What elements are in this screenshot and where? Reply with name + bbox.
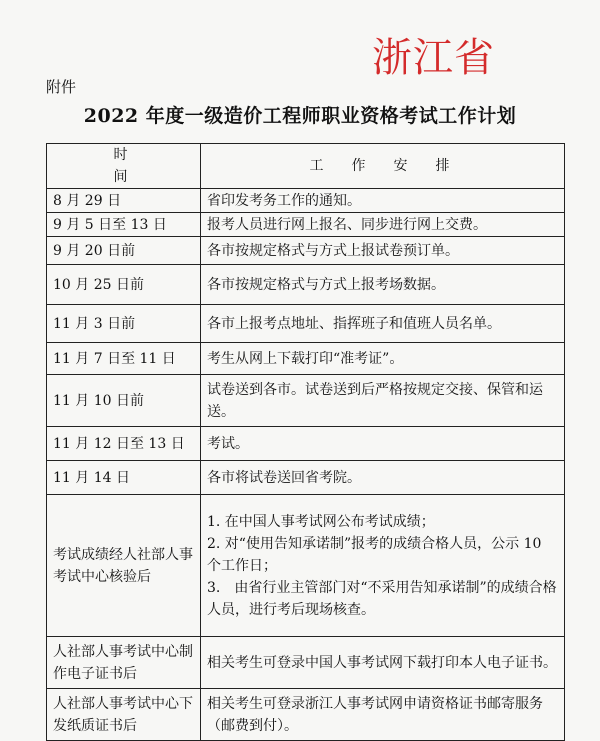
column-header-time: 时间 — [47, 144, 201, 189]
table-row — [47, 305, 565, 343]
row-work: 各市上报考点地址、指挥班子和值班人员名单。 — [201, 305, 565, 343]
row-time: 11 月 7 日至 11 日 — [47, 343, 201, 375]
row-work: 试卷送到各市。试卷送到后严格按规定交接、保管和运送。 — [201, 375, 565, 427]
row-work: 相关考生可登录浙江人事考试网申请资格证书邮寄服务（邮费到付）。 — [201, 689, 565, 741]
table-row — [47, 689, 565, 741]
row-time: 11 月 3 日前 — [47, 305, 201, 343]
table-header-row — [47, 144, 565, 189]
row-work — [201, 495, 565, 637]
table-row — [47, 375, 565, 427]
schedule-table — [46, 143, 565, 741]
list-item: 2. 对“使用告知承诺制”报考的成绩合格人员，公示 10 个工作日； — [207, 535, 542, 574]
document-title: 2022 年度一级造价工程师职业资格考试工作计划 — [83, 105, 517, 127]
row-work: 考生从网上下载打印“准考证”。 — [201, 343, 565, 375]
row-time: 人社部人事考试中心下发纸质证书后 — [47, 689, 201, 741]
row-time: 11 月 10 日前 — [47, 375, 201, 427]
table-row — [47, 461, 565, 495]
row-time: 9 月 20 日前 — [47, 237, 201, 265]
table-row — [47, 189, 565, 213]
list-item: 1. 在中国人事考试网公布考试成绩； — [207, 513, 435, 530]
table-row — [47, 213, 565, 237]
table-row — [47, 343, 565, 375]
row-time: 11 月 14 日 — [47, 461, 201, 495]
row-work: 各市按规定格式与方式上报试卷预订单。 — [201, 237, 565, 265]
row-work: 省印发考务工作的通知。 — [201, 189, 565, 213]
row-time: 10 月 25 日前 — [47, 265, 201, 305]
row-work: 考试。 — [201, 427, 565, 461]
column-header-work: 工作安排 — [201, 144, 565, 189]
row-time: 考试成绩经人社部人事考试中心核验后 — [47, 495, 201, 637]
province-stamp: 浙江省 — [372, 35, 495, 81]
row-time: 人社部人事考试中心制作电子证书后 — [47, 637, 201, 689]
table-row — [47, 495, 565, 637]
table-row — [47, 637, 565, 689]
list-item: 3. 由省行业主管部门对“不采用告知承诺制”的成绩合格人员，进行考后现场核查。 — [207, 579, 557, 618]
row-work: 各市将试卷送回省考院。 — [201, 461, 565, 495]
table-row — [47, 237, 565, 265]
row-work: 各市按规定格式与方式上报考场数据。 — [201, 265, 565, 305]
row-time: 8 月 29 日 — [47, 189, 201, 213]
row-work: 报考人员进行网上报名、同步进行网上交费。 — [201, 213, 565, 237]
table-row — [47, 265, 565, 305]
table-row — [47, 427, 565, 461]
row-time: 11 月 12 日至 13 日 — [47, 427, 201, 461]
attachment-label: 附件 — [46, 78, 77, 96]
row-work: 相关考生可登录中国人事考试网下载打印本人电子证书。 — [201, 637, 565, 689]
row-time: 9 月 5 日至 13 日 — [47, 213, 201, 237]
